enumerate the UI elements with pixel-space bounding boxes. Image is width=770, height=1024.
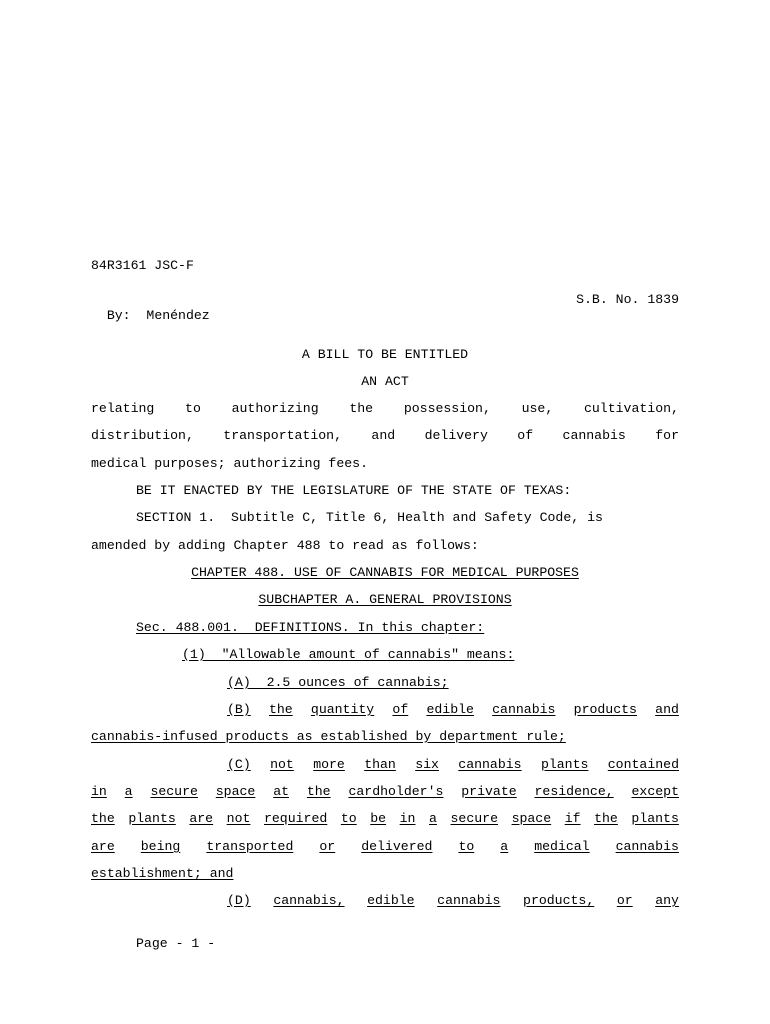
definition-b-line-1-word: the [268,702,293,717]
definition-c-line-3-word: to [340,811,357,826]
definition-b-line-1-word: and [655,702,679,717]
definitions-section [136,620,679,636]
definition-c-line-3-word: the [91,811,115,826]
definition-c-line-3-word: required [263,811,328,826]
definition-1-text: (1) "Allowable amount of cannabis" means: [182,647,515,662]
caption-line-2-word: transportation, [223,428,343,443]
caption-line-1-word: possession, [403,401,491,416]
chapter-heading-text: CHAPTER 488. USE OF CANNABIS FOR MEDICAL PURPOSES [191,565,579,580]
definition-c-line-1-word: more [313,757,345,772]
definition-c-line-3-word: are [189,811,214,826]
caption-line-1-word: to [185,401,201,416]
definition-c-line-4-word: or [319,839,336,854]
caption-line-1 [91,401,679,417]
definitions-section-text: Sec. 488.001. DEFINITIONS. In this chapter: [136,620,485,635]
section-1-line-2: amended by adding Chapter 488 to read as follows: [91,538,479,553]
caption-line-1-word: use, [521,401,554,416]
bill-title: A BILL TO BE ENTITLED [301,347,469,362]
subchapter-heading-text: SUBCHAPTER A. GENERAL PROVISIONS [258,592,512,607]
definition-c-line-1-word: not [270,757,294,772]
definition-c-line-4 [91,839,679,855]
definition-d-line-1-word: any [655,893,679,908]
definition-c-line-1-word: six [415,757,439,772]
definition-b-line-1-word: (B) [227,702,251,717]
definition-c-line-4-word: a [500,839,509,854]
definition-d-line-1 [227,893,679,909]
definition-c-line-1-word: contained [607,757,679,772]
definition-b-line-1-word: cannabis [492,702,556,717]
definition-d-line-1-word: edible [367,893,415,908]
definition-d-line-1-word: cannabis [437,893,501,908]
author-label: By: [106,308,131,323]
definition-c-line-2-word: at [273,784,290,799]
definition-c-line-2-word: secure [150,784,198,799]
definition-c-line-3-word: plants [631,811,679,826]
chapter-heading [91,565,679,581]
definition-b-line-1-word: products [573,702,637,717]
definition-a [227,675,679,691]
definition-c-line-2-word: a [124,784,133,799]
definition-1 [182,647,679,663]
definition-c-line-4-word: medical [534,839,590,854]
definition-c-line-2-word: residence, [534,784,614,799]
definition-c-line-3-word: not [226,811,251,826]
definition-c-line-3-word: secure [450,811,498,826]
definition-c-line-3-word: be [370,811,387,826]
definition-b-line-1-word: of [392,702,409,717]
definition-a-text: (A) 2.5 ounces of cannabis; [227,675,449,690]
definition-c-line-4-word: are [91,839,115,854]
definition-c-line-2 [91,784,679,800]
caption-line-2-word: and [371,428,396,443]
subchapter-heading [91,592,679,608]
act-title: AN ACT [361,374,409,389]
definition-c-line-2-word: except [631,784,679,799]
definition-c-line-1 [227,757,679,773]
caption-line-1-word: the [349,401,374,416]
definition-c-line-1-word: cannabis [458,757,522,772]
caption-line-2 [91,428,679,444]
caption-line-2-word: of [517,428,534,443]
definition-c-line-3-word: plants [128,811,176,826]
author-name: Menéndez [146,308,210,323]
definition-c-line-3 [91,811,679,827]
page-number: Page - 1 - [136,936,216,951]
definition-b-line-1-word: edible [426,702,474,717]
caption-line-3: medical purposes; authorizing fees. [91,456,368,471]
definition-c-line-2-word: space [215,784,256,799]
definition-b-line-2-text: cannabis-infused products as established by department rule; [91,729,566,744]
definition-c-line-3-word: the [594,811,618,826]
definition-c-line-1-word: (C) [227,757,251,772]
definition-c-line-3-word: in [399,811,416,826]
definition-c-line-4-word: delivered [361,839,433,854]
caption-line-2-word: delivery [424,428,488,443]
caption-line-2-word: cannabis [562,428,626,443]
definition-c-line-5-text: establishment; and [91,866,234,881]
definition-c-line-4-word: being [140,839,181,854]
section-1-line-1: SECTION 1. Subtitle C, Title 6, Health and Safety Code, is [136,510,603,525]
definition-c-line-5 [91,866,679,882]
definition-d-line-1-word: cannabis, [273,893,345,908]
definition-c-line-2-word: in [91,784,107,799]
caption-line-1-word: relating [91,401,155,416]
doc-id: 84R3161 JSC-F [91,258,194,273]
definition-b-line-1-word: quantity [310,702,375,717]
definition-c-line-4-word: to [458,839,475,854]
definition-c-line-2-word: cardholder's [348,784,444,799]
caption-line-2-word: for [655,428,679,443]
bill-number: S.B. No. 1839 [576,292,679,307]
definition-b-line-2 [91,729,679,745]
definition-c-line-4-word: cannabis [615,839,679,854]
definition-d-line-1-word: products, [523,893,595,908]
definition-b-line-1 [227,702,679,718]
definition-c-line-3-word: space [511,811,552,826]
definition-c-line-1-word: than [364,757,396,772]
definition-c-line-4-word: transported [206,839,294,854]
caption-line-1-word: authorizing [231,401,319,416]
definition-c-line-3-word: a [429,811,437,826]
definition-c-line-2-word: the [306,784,331,799]
definition-d-line-1-word: or [616,893,633,908]
author-line [91,292,679,340]
definition-c-line-1-word: plants [540,757,589,772]
enacting-clause: BE IT ENACTED BY THE LEGISLATURE OF THE STATE OF TEXAS: [136,483,572,498]
definition-d-line-1-word: (D) [227,893,251,908]
definition-c-line-2-word: private [461,784,517,799]
caption-line-2-word: distribution, [91,428,194,443]
definition-c-line-3-word: if [564,811,581,826]
caption-line-1-word: cultivation, [583,401,679,416]
